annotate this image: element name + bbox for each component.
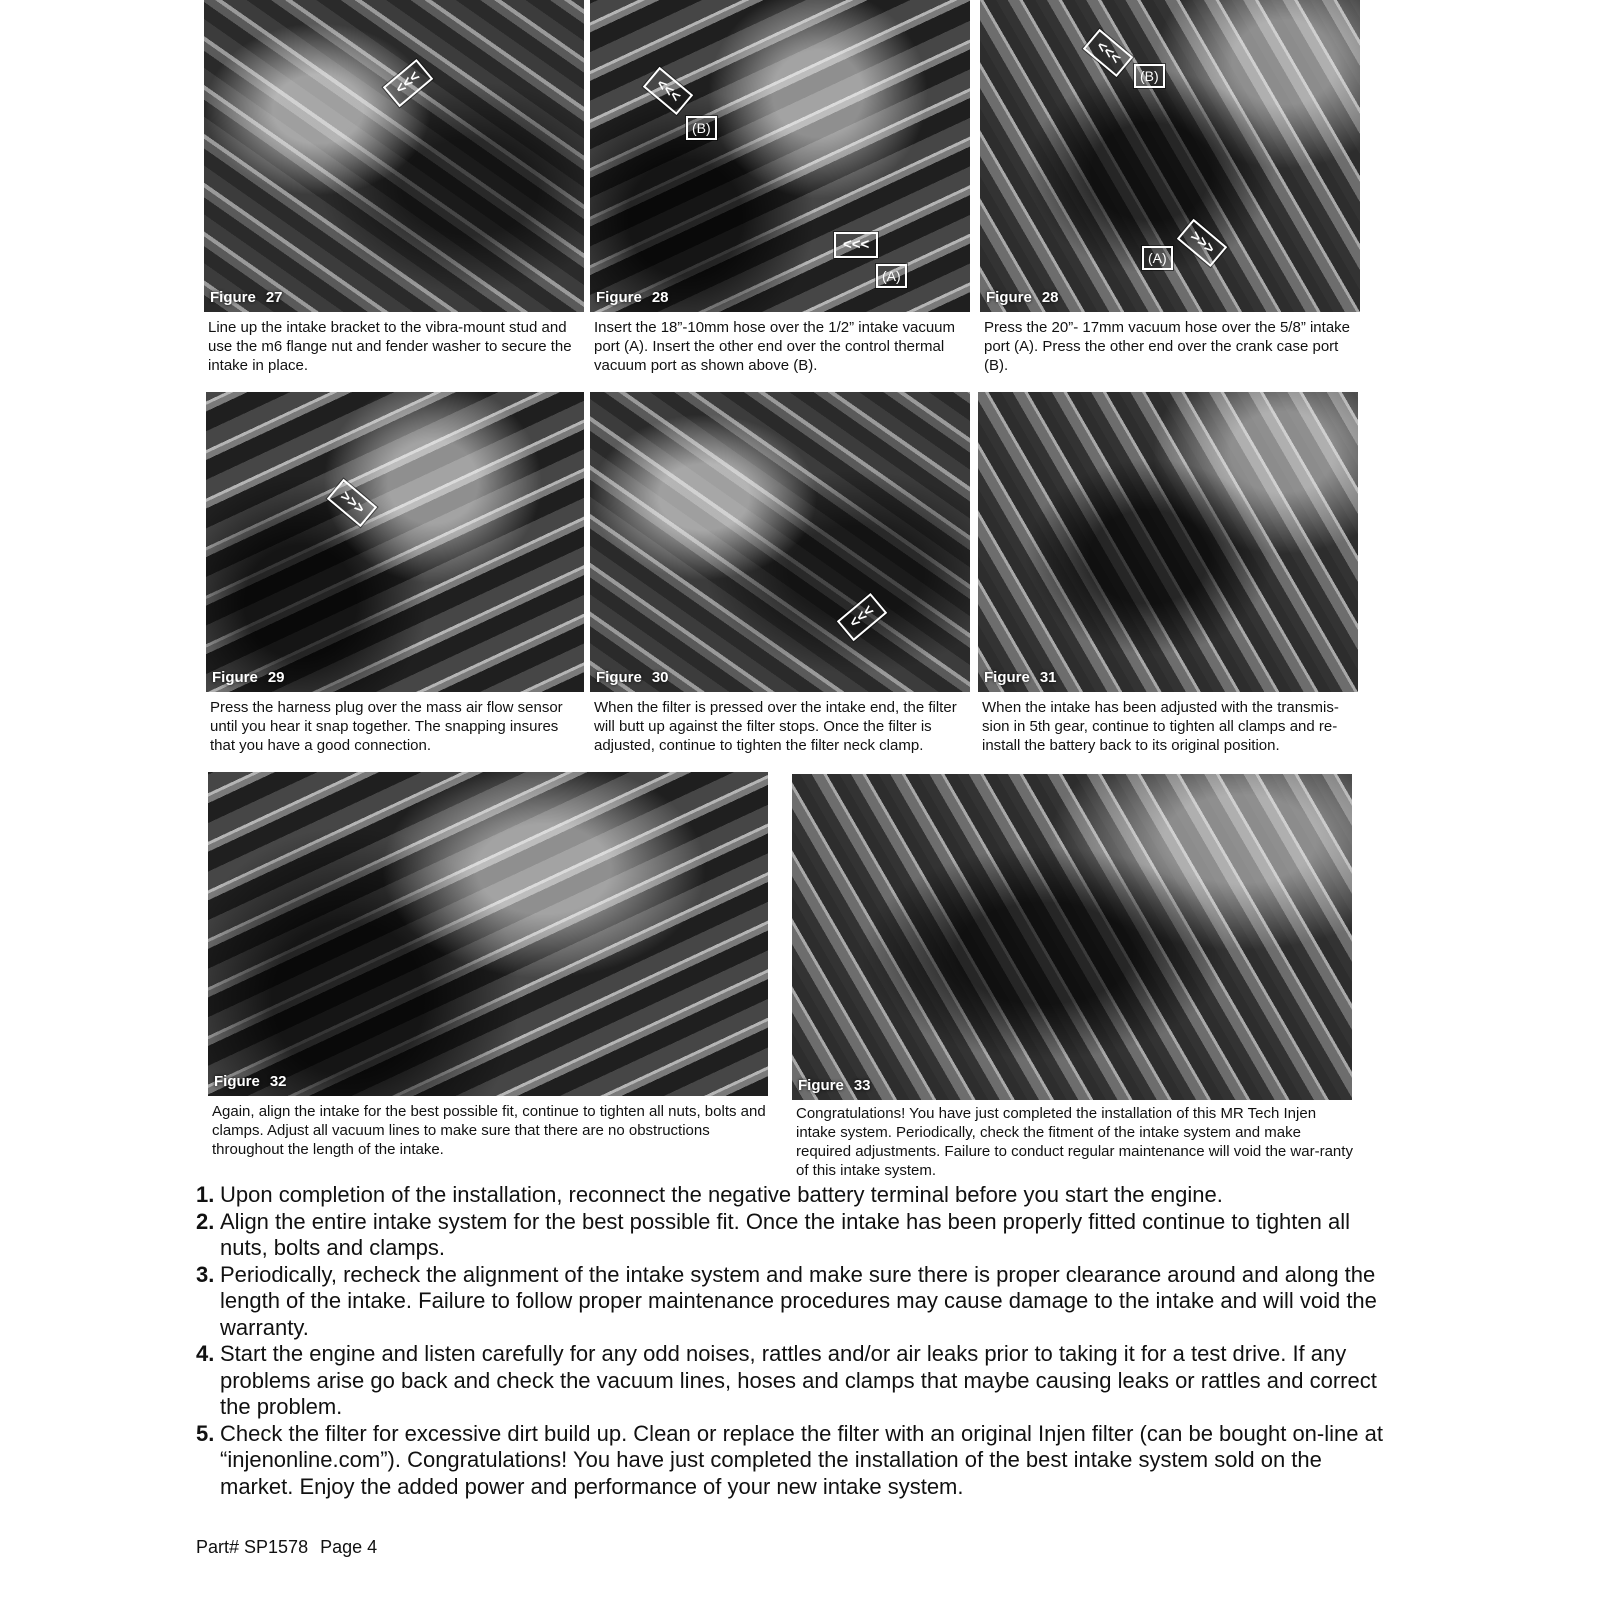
figure-caption: Congratulations! You have just completed the installation of this MR Tech Injen intake system. Periodically, check the fitment of the intake system and make required adjustments. Failure to conduct regular maintenance will void the war-ranty of this intake system. xyxy=(796,1105,1353,1179)
figure-label: Figure 29 xyxy=(212,669,285,686)
figure-28a-photo xyxy=(590,0,970,312)
step-text: Align the entire intake system for the best possible fit. Once the intake has been properly fitted continue to tighten all nuts, bolts and clamps. xyxy=(220,1208,1350,1260)
port-tag-a: (A) xyxy=(1142,246,1173,270)
figure-29 xyxy=(206,392,586,772)
arrow-marker: <<< xyxy=(837,593,888,641)
figure-label: Figure 28 xyxy=(986,289,1059,306)
figure-label: Figure 30 xyxy=(596,669,669,686)
arrow-marker: <<< xyxy=(383,59,434,107)
page-number: Page 4 xyxy=(320,1537,378,1557)
final-steps-list xyxy=(196,1182,1386,1500)
figure-caption: When the filter is pressed over the intake end, the filter will butt up against the filter stops. Once the filter is adjusted, continue to tighten the filter neck clamp. xyxy=(594,699,957,754)
figure-31-photo xyxy=(978,392,1358,692)
figure-caption: Press the 20”- 17mm vacuum hose over the 5/8” intake port (A). Press the other end over the crank case port (B). xyxy=(984,319,1351,374)
figure-30-photo xyxy=(590,392,970,692)
step-item xyxy=(196,1341,1386,1421)
step-number: 4. xyxy=(196,1341,215,1366)
step-number: 2. xyxy=(196,1208,215,1234)
port-tag-a: (A) xyxy=(876,264,907,288)
figure-33-photo xyxy=(792,774,1352,1100)
figure-27 xyxy=(204,0,586,380)
figure-33 xyxy=(792,774,1358,1186)
page-footer xyxy=(196,1537,377,1558)
step-text: Upon completion of the installation, reconnect the negative battery terminal before you start the engine. xyxy=(220,1182,1223,1207)
figure-label: Figure 27 xyxy=(210,289,283,306)
step-number: 1. xyxy=(196,1182,215,1207)
step-item xyxy=(196,1209,1386,1262)
figure-label: Figure 33 xyxy=(798,1077,871,1094)
figure-29-photo xyxy=(206,392,584,692)
arrow-marker: <<< xyxy=(643,67,694,115)
step-number: 5. xyxy=(196,1420,215,1446)
step-item xyxy=(196,1182,1386,1209)
figure-caption: When the intake has been adjusted with the transmis-sion in 5th gear, continue to tighten all clamps and re-install the battery back to its original position. xyxy=(982,699,1339,754)
arrow-marker: <<< xyxy=(1083,29,1134,77)
figure-caption: Again, align the intake for the best possible fit, continue to tighten all nuts, bolts and clamps. Adjust all vacuum lines to make sure that there are no obstructions throughout the length of the intake. xyxy=(212,1103,766,1158)
port-tag-b: (B) xyxy=(1134,64,1165,88)
figure-31 xyxy=(978,392,1362,772)
port-tag-b: (B) xyxy=(686,116,717,140)
figure-label: Figure 28 xyxy=(596,289,669,306)
figure-label: Figure 32 xyxy=(214,1073,287,1090)
figure-32-photo xyxy=(208,772,768,1096)
step-text: Periodically, recheck the alignment of the intake system and make sure there is proper clearance around and along the length of the intake. Failure to follow proper maintenance procedures may cause damage to the intake and will void the warranty. xyxy=(220,1261,1377,1340)
step-item xyxy=(196,1262,1386,1342)
step-text: Start the engine and listen carefully for any odd noises, rattles and/or air leaks prior to taking it for a test drive. If any problems arise go back and check the vacuum lines, hoses and clamps that maybe causing leaks or rattles and correct the problem. xyxy=(220,1341,1377,1419)
step-text: Check the filter for excessive dirt build up. Clean or replace the filter with an original Injen filter (can be bought on-line at “injenonline.com”). Congratulations! You have just completed the installation of the best intake system sold on the market. Enjoy the added power and performance of your new intake system. xyxy=(220,1420,1383,1499)
figure-30 xyxy=(590,392,972,772)
figure-label: Figure 31 xyxy=(984,669,1057,686)
step-item xyxy=(196,1421,1386,1501)
part-number: Part# SP1578 xyxy=(196,1537,309,1557)
step-number: 3. xyxy=(196,1261,215,1287)
figure-28a xyxy=(590,0,972,380)
figure-28b-photo xyxy=(980,0,1360,312)
figure-caption: Line up the intake bracket to the vibra-mount stud and use the m6 flange nut and fender washer to secure the intake in place. xyxy=(208,319,572,374)
figure-caption: Press the harness plug over the mass air flow sensor until you hear it snap together. The snapping insures that you have a good connection. xyxy=(210,699,563,754)
arrow-marker: <<< xyxy=(834,232,878,258)
figure-27-photo xyxy=(204,0,584,312)
figure-caption: Insert the 18”-10mm hose over the 1/2” intake vacuum port (A). Insert the other end over the control thermal vacuum port as shown above (B). xyxy=(594,319,956,374)
arrow-marker: >>> xyxy=(1177,219,1228,267)
figure-32 xyxy=(208,772,772,1168)
figure-28b xyxy=(980,0,1364,380)
arrow-marker: >>> xyxy=(327,479,378,527)
